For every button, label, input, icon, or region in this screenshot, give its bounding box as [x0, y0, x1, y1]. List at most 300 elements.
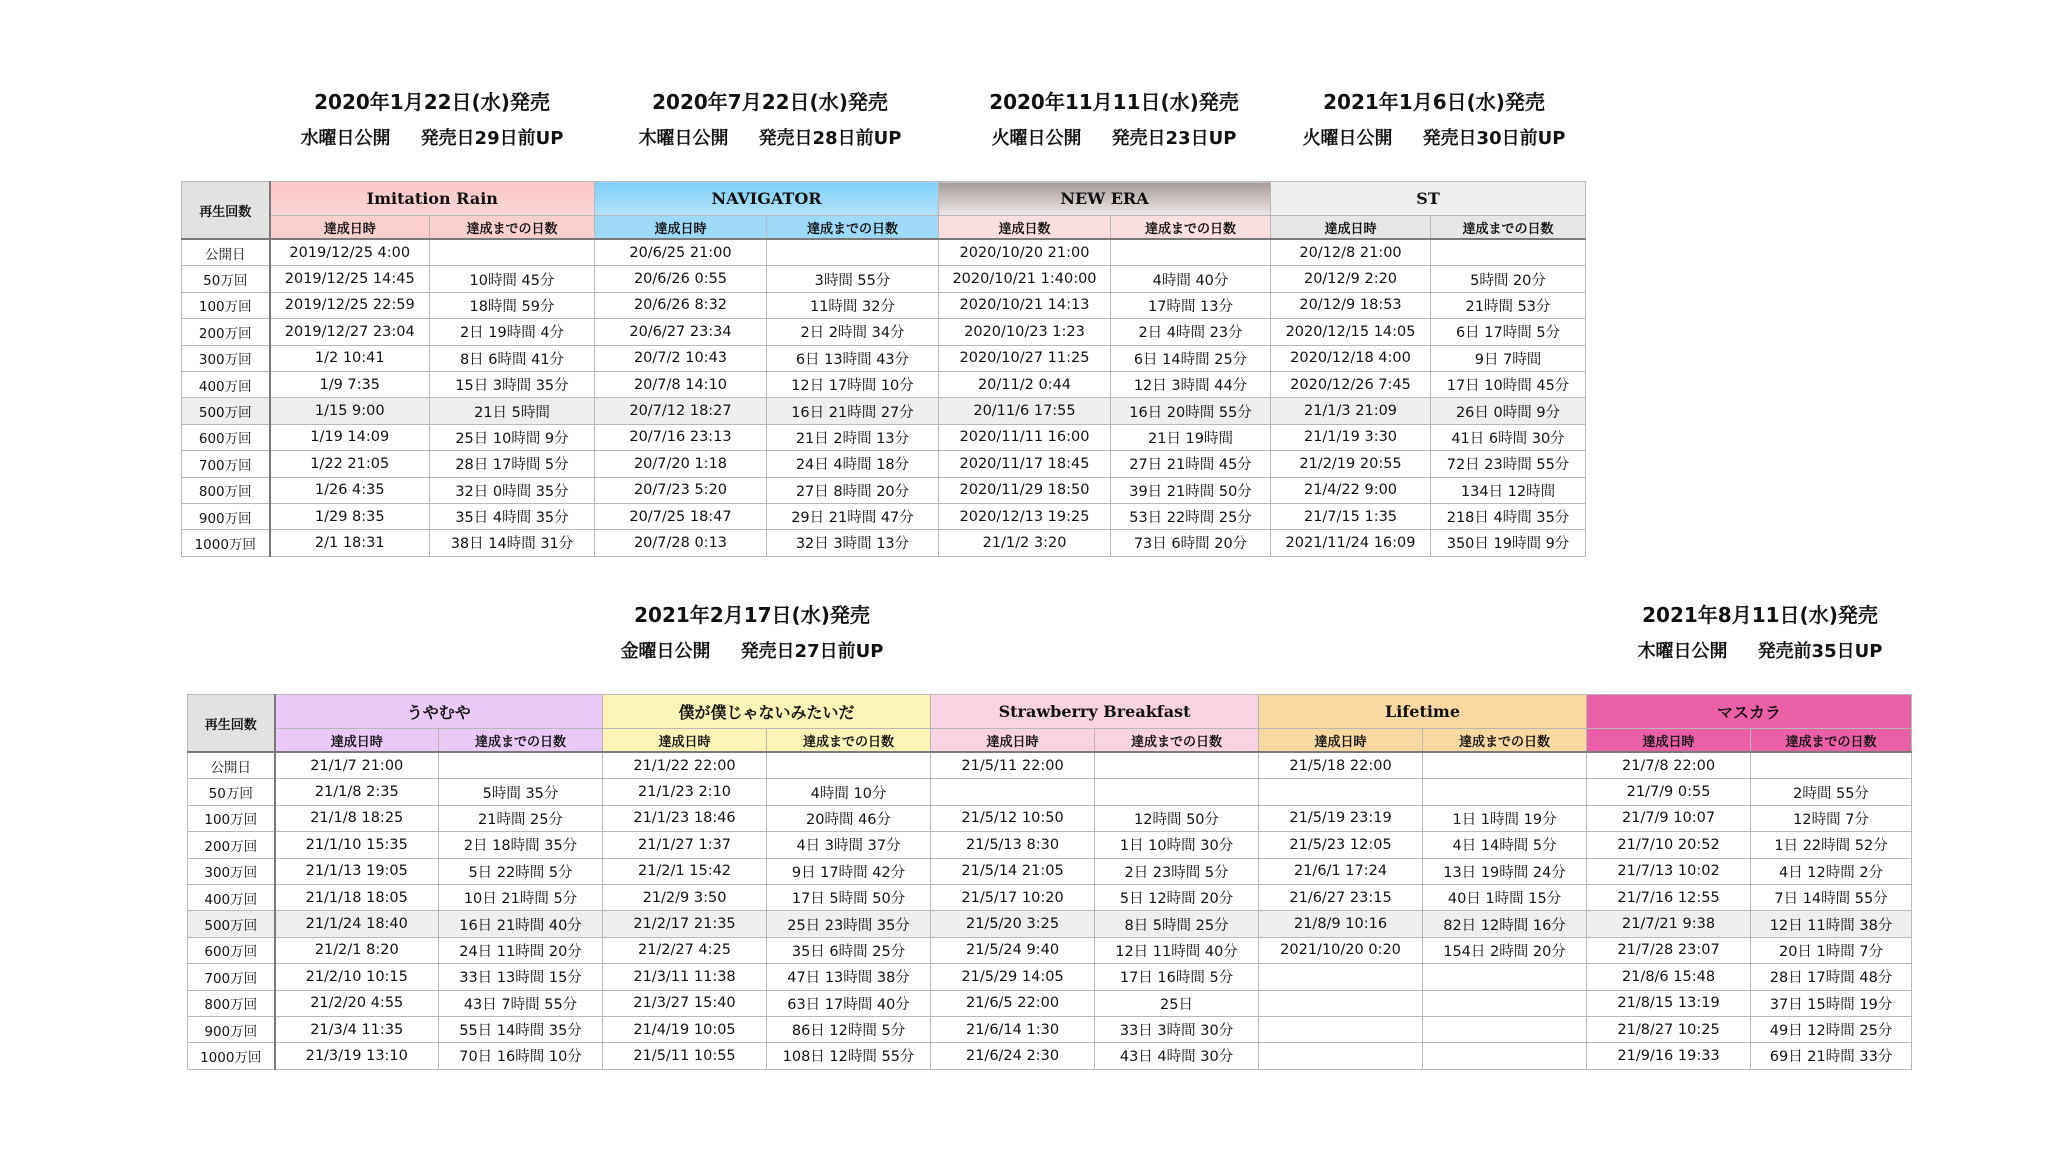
elapsed-time-cell: 21日 19時間: [1111, 424, 1271, 450]
table-row: [188, 805, 1912, 831]
row-label: 500万回: [182, 398, 270, 424]
elapsed-time-cell: 27日 21時間 45分: [1111, 451, 1271, 477]
elapsed-time-cell: [1423, 779, 1587, 805]
achieved-datetime-cell: 21/6/27 23:15: [1259, 884, 1423, 910]
song-title-mascara: マスカラ: [1587, 695, 1912, 729]
table-row: [188, 911, 1912, 937]
elapsed-time-cell: 16日 20時間 55分: [1111, 398, 1271, 424]
achieved-datetime-cell: 21/5/29 14:05: [931, 964, 1095, 990]
elapsed-time-cell: 2日 19時間 4分: [430, 319, 595, 345]
elapsed-time-cell: 2日 2時間 34分: [767, 319, 939, 345]
achieved-datetime-cell: 2019/12/25 22:59: [270, 292, 430, 318]
table-row: [188, 1016, 1912, 1042]
achieved-datetime-cell: 2020/10/21 14:13: [939, 292, 1111, 318]
achieved-datetime-cell: 21/2/1 8:20: [275, 937, 439, 963]
achieved-datetime-cell: 20/7/25 18:47: [595, 503, 767, 529]
achieved-datetime-cell: 21/3/19 13:10: [275, 1043, 439, 1069]
elapsed-time-cell: 134日 12時間: [1431, 477, 1586, 503]
achieved-datetime-cell: 20/7/8 14:10: [595, 371, 767, 397]
song-title-lifetime: Lifetime: [1259, 695, 1587, 729]
elapsed-time-cell: 5時間 20分: [1431, 266, 1586, 292]
achieved-datetime-cell: 21/1/13 19:05: [275, 858, 439, 884]
row-label: 50万回: [182, 266, 270, 292]
release-header-mascara: [1610, 605, 1910, 661]
table-row: [182, 292, 1586, 318]
elapsed-time-cell: 17時間 13分: [1111, 292, 1271, 318]
achieved-datetime-cell: 20/6/27 23:34: [595, 319, 767, 345]
achieved-datetime-cell: [1259, 1016, 1423, 1042]
achieved-datetime-cell: 21/9/16 19:33: [1587, 1043, 1751, 1069]
release-date: 2020年1月22日(水)発売: [314, 90, 550, 114]
elapsed-time-cell: 27日 8時間 20分: [767, 477, 939, 503]
song-title-strawberry-breakfast: Strawberry Breakfast: [931, 695, 1259, 729]
column-header: 達成日時: [270, 216, 430, 240]
release-day: 火曜日公開: [991, 128, 1082, 149]
elapsed-time-cell: 15日 3時間 35分: [430, 371, 595, 397]
song-title-uyamuya: うやむや: [275, 695, 603, 729]
column-header: 達成日時: [595, 216, 767, 240]
elapsed-time-cell: 4日 14時間 5分: [1423, 832, 1587, 858]
elapsed-time-cell: [767, 239, 939, 266]
table-row: [182, 530, 1586, 556]
elapsed-time-cell: 40日 1時間 15分: [1423, 884, 1587, 910]
elapsed-time-cell: [1431, 239, 1586, 266]
achieved-datetime-cell: 2019/12/25 14:45: [270, 266, 430, 292]
achieved-datetime-cell: 21/3/11 11:38: [603, 964, 767, 990]
achieved-datetime-cell: 2020/10/23 1:23: [939, 319, 1111, 345]
row-label: 300万回: [182, 345, 270, 371]
row-label: 1000万回: [182, 530, 270, 556]
table-row: [188, 832, 1912, 858]
achieved-datetime-cell: 21/1/24 18:40: [275, 911, 439, 937]
row-label: 100万回: [188, 805, 275, 831]
achieved-datetime-cell: 1/26 4:35: [270, 477, 430, 503]
achieved-datetime-cell: 2020/10/20 21:00: [939, 239, 1111, 266]
achieved-datetime-cell: 2021/10/20 0:20: [1259, 937, 1423, 963]
achieved-datetime-cell: 21/5/20 3:25: [931, 911, 1095, 937]
elapsed-time-cell: 55日 14時間 35分: [439, 1016, 603, 1042]
elapsed-time-cell: 4時間 10分: [767, 779, 931, 805]
achieved-datetime-cell: 20/12/9 2:20: [1271, 266, 1431, 292]
column-header: 達成日時: [275, 729, 439, 753]
elapsed-time-cell: 10時間 45分: [430, 266, 595, 292]
achieved-datetime-cell: 21/6/24 2:30: [931, 1043, 1095, 1069]
elapsed-time-cell: 21日 2時間 13分: [767, 424, 939, 450]
achieved-datetime-cell: [1259, 990, 1423, 1016]
achieved-datetime-cell: 20/6/26 0:55: [595, 266, 767, 292]
release-lead: 発売日29日前UP: [420, 128, 564, 149]
achieved-datetime-cell: 21/2/19 20:55: [1271, 451, 1431, 477]
achieved-datetime-cell: 20/7/2 10:43: [595, 345, 767, 371]
achieved-datetime-cell: 20/7/20 1:18: [595, 451, 767, 477]
achieved-datetime-cell: 21/6/14 1:30: [931, 1016, 1095, 1042]
row-label: 100万回: [182, 292, 270, 318]
achieved-datetime-cell: 21/5/14 21:05: [931, 858, 1095, 884]
achieved-datetime-cell: 2020/10/27 11:25: [939, 345, 1111, 371]
row-label: 300万回: [188, 858, 275, 884]
release-day: 水曜日公開: [300, 128, 391, 149]
elapsed-time-cell: 73日 6時間 20分: [1111, 530, 1271, 556]
table-row: [182, 319, 1586, 345]
column-header: 達成までの日数: [1095, 729, 1259, 753]
elapsed-time-cell: [767, 752, 931, 779]
table-row: [188, 858, 1912, 884]
song-title-new-era: NEW ERA: [939, 182, 1271, 216]
achieved-datetime-cell: 21/7/8 22:00: [1587, 752, 1751, 779]
release-header-uyamuya-group: [602, 605, 902, 661]
column-header: 達成日時: [1271, 216, 1431, 240]
achieved-datetime-cell: 1/9 7:35: [270, 371, 430, 397]
column-header: 達成までの日数: [767, 729, 931, 753]
row-label: 500万回: [188, 911, 275, 937]
achieved-datetime-cell: 2020/10/21 1:40:00: [939, 266, 1111, 292]
row-label: 600万回: [182, 424, 270, 450]
achieved-datetime-cell: 2019/12/27 23:04: [270, 319, 430, 345]
elapsed-time-cell: 35日 6時間 25分: [767, 937, 931, 963]
achieved-datetime-cell: 21/1/8 2:35: [275, 779, 439, 805]
song-title-imitation-rain: Imitation Rain: [270, 182, 595, 216]
achieved-datetime-cell: 2020/12/18 4:00: [1271, 345, 1431, 371]
row-label: 公開日: [188, 752, 275, 779]
elapsed-time-cell: 4時間 40分: [1111, 266, 1271, 292]
achieved-datetime-cell: 21/7/28 23:07: [1587, 937, 1751, 963]
top-milestone-table: [181, 181, 1586, 557]
achieved-datetime-cell: 21/4/19 10:05: [603, 1016, 767, 1042]
achieved-datetime-cell: 21/7/21 9:38: [1587, 911, 1751, 937]
achieved-datetime-cell: 21/1/10 15:35: [275, 832, 439, 858]
release-header-st: [1284, 92, 1584, 148]
elapsed-time-cell: 350日 19時間 9分: [1431, 530, 1586, 556]
elapsed-time-cell: [430, 239, 595, 266]
elapsed-time-cell: 28日 17時間 48分: [1751, 964, 1912, 990]
table-row: [188, 779, 1912, 805]
elapsed-time-cell: 2日 18時間 35分: [439, 832, 603, 858]
elapsed-time-cell: 20時間 46分: [767, 805, 931, 831]
elapsed-time-cell: 49日 12時間 25分: [1751, 1016, 1912, 1042]
table-row: [188, 1043, 1912, 1069]
achieved-datetime-cell: 21/5/13 8:30: [931, 832, 1095, 858]
achieved-datetime-cell: 1/22 21:05: [270, 451, 430, 477]
column-header: 達成までの日数: [430, 216, 595, 240]
elapsed-time-cell: 28日 17時間 5分: [430, 451, 595, 477]
achieved-datetime-cell: 21/1/18 18:05: [275, 884, 439, 910]
achieved-datetime-cell: 21/1/8 18:25: [275, 805, 439, 831]
release-date: 2021年8月11日(水)発売: [1642, 603, 1878, 627]
achieved-datetime-cell: 2020/11/17 18:45: [939, 451, 1111, 477]
elapsed-time-cell: [1423, 752, 1587, 779]
elapsed-time-cell: 43日 7時間 55分: [439, 990, 603, 1016]
achieved-datetime-cell: [1259, 1043, 1423, 1069]
elapsed-time-cell: [1423, 964, 1587, 990]
release-header-imitation-rain: [282, 92, 582, 148]
achieved-datetime-cell: 20/7/16 23:13: [595, 424, 767, 450]
bottom-milestone-table: [187, 694, 1912, 1070]
elapsed-time-cell: 35日 4時間 35分: [430, 503, 595, 529]
row-label: 600万回: [188, 937, 275, 963]
column-header: 達成までの日数: [439, 729, 603, 753]
elapsed-time-cell: 12日 17時間 10分: [767, 371, 939, 397]
achieved-datetime-cell: 2020/12/15 14:05: [1271, 319, 1431, 345]
elapsed-time-cell: 2日 4時間 23分: [1111, 319, 1271, 345]
release-header-navigator: [620, 92, 920, 148]
achieved-datetime-cell: 21/1/2 3:20: [939, 530, 1111, 556]
elapsed-time-cell: 12日 11時間 38分: [1751, 911, 1912, 937]
row-label: 200万回: [188, 832, 275, 858]
achieved-datetime-cell: 20/12/9 18:53: [1271, 292, 1431, 318]
table-row: [188, 937, 1912, 963]
column-header: 達成までの日数: [1751, 729, 1912, 753]
achieved-datetime-cell: 21/8/15 13:19: [1587, 990, 1751, 1016]
release-date: 2020年7月22日(水)発売: [652, 90, 888, 114]
elapsed-time-cell: 2時間 55分: [1751, 779, 1912, 805]
elapsed-time-cell: 9日 7時間: [1431, 345, 1586, 371]
elapsed-time-cell: 70日 16時間 10分: [439, 1043, 603, 1069]
play-count-header: 再生回数: [182, 182, 270, 240]
row-label: 900万回: [188, 1016, 275, 1042]
achieved-datetime-cell: 21/5/11 10:55: [603, 1043, 767, 1069]
release-day: 木曜日公開: [638, 128, 729, 149]
elapsed-time-cell: 7日 14時間 55分: [1751, 884, 1912, 910]
table-row: [188, 884, 1912, 910]
achieved-datetime-cell: 1/19 14:09: [270, 424, 430, 450]
elapsed-time-cell: 43日 4時間 30分: [1095, 1043, 1259, 1069]
elapsed-time-cell: [1423, 990, 1587, 1016]
achieved-datetime-cell: 21/1/3 21:09: [1271, 398, 1431, 424]
achieved-datetime-cell: 2021/11/24 16:09: [1271, 530, 1431, 556]
achieved-datetime-cell: 21/4/22 9:00: [1271, 477, 1431, 503]
table-row: [182, 503, 1586, 529]
table-row: [182, 266, 1586, 292]
elapsed-time-cell: [1423, 1043, 1587, 1069]
elapsed-time-cell: 47日 13時間 38分: [767, 964, 931, 990]
elapsed-time-cell: [1751, 752, 1912, 779]
achieved-datetime-cell: 20/11/2 0:44: [939, 371, 1111, 397]
achieved-datetime-cell: 21/6/1 17:24: [1259, 858, 1423, 884]
achieved-datetime-cell: 20/6/25 21:00: [595, 239, 767, 266]
elapsed-time-cell: 6日 17時間 5分: [1431, 319, 1586, 345]
elapsed-time-cell: 17日 5時間 50分: [767, 884, 931, 910]
column-header: 達成日時: [1587, 729, 1751, 753]
song-title-boku-ga-boku: 僕が僕じゃないみたいだ: [603, 695, 931, 729]
song-title-st: ST: [1271, 182, 1586, 216]
achieved-datetime-cell: 21/5/24 9:40: [931, 937, 1095, 963]
achieved-datetime-cell: 21/7/13 10:02: [1587, 858, 1751, 884]
achieved-datetime-cell: 21/5/19 23:19: [1259, 805, 1423, 831]
release-day: 火曜日公開: [1302, 128, 1393, 149]
row-label: 50万回: [188, 779, 275, 805]
achieved-datetime-cell: 21/1/27 1:37: [603, 832, 767, 858]
column-header: 達成日数: [939, 216, 1111, 240]
elapsed-time-cell: 11時間 32分: [767, 292, 939, 318]
elapsed-time-cell: 12時間 50分: [1095, 805, 1259, 831]
elapsed-time-cell: 108日 12時間 55分: [767, 1043, 931, 1069]
achieved-datetime-cell: 1/29 8:35: [270, 503, 430, 529]
elapsed-time-cell: 8日 5時間 25分: [1095, 911, 1259, 937]
achieved-datetime-cell: 21/1/23 2:10: [603, 779, 767, 805]
row-label: 800万回: [182, 477, 270, 503]
achieved-datetime-cell: 21/5/11 22:00: [931, 752, 1095, 779]
elapsed-time-cell: 17日 16時間 5分: [1095, 964, 1259, 990]
release-date: 2021年1月6日(水)発売: [1323, 90, 1545, 114]
elapsed-time-cell: 24日 4時間 18分: [767, 451, 939, 477]
release-lead: 発売日30日前UP: [1422, 128, 1566, 149]
achieved-datetime-cell: [1259, 779, 1423, 805]
elapsed-time-cell: 5日 12時間 20分: [1095, 884, 1259, 910]
achieved-datetime-cell: 20/7/12 18:27: [595, 398, 767, 424]
elapsed-time-cell: 32日 0時間 35分: [430, 477, 595, 503]
elapsed-time-cell: 12時間 7分: [1751, 805, 1912, 831]
release-date: 2020年11月11日(水)発売: [989, 90, 1239, 114]
elapsed-time-cell: 1日 10時間 30分: [1095, 832, 1259, 858]
column-header: 達成までの日数: [767, 216, 939, 240]
elapsed-time-cell: 33日 13時間 15分: [439, 964, 603, 990]
elapsed-time-cell: 86日 12時間 5分: [767, 1016, 931, 1042]
elapsed-time-cell: 2日 23時間 5分: [1095, 858, 1259, 884]
row-label: 400万回: [188, 884, 275, 910]
elapsed-time-cell: 4日 12時間 2分: [1751, 858, 1912, 884]
achieved-datetime-cell: 21/8/6 15:48: [1587, 964, 1751, 990]
achieved-datetime-cell: 2019/12/25 4:00: [270, 239, 430, 266]
elapsed-time-cell: 25日 10時間 9分: [430, 424, 595, 450]
elapsed-time-cell: 17日 10時間 45分: [1431, 371, 1586, 397]
achieved-datetime-cell: 21/7/15 1:35: [1271, 503, 1431, 529]
release-day: 金曜日公開: [620, 641, 711, 662]
elapsed-time-cell: 10日 21時間 5分: [439, 884, 603, 910]
elapsed-time-cell: [1111, 239, 1271, 266]
release-day: 木曜日公開: [1637, 641, 1728, 662]
elapsed-time-cell: 16日 21時間 40分: [439, 911, 603, 937]
elapsed-time-cell: 6日 14時間 25分: [1111, 345, 1271, 371]
elapsed-time-cell: 3時間 55分: [767, 266, 939, 292]
achieved-datetime-cell: 21/2/9 3:50: [603, 884, 767, 910]
achieved-datetime-cell: 21/7/10 20:52: [1587, 832, 1751, 858]
elapsed-time-cell: 82日 12時間 16分: [1423, 911, 1587, 937]
achieved-datetime-cell: 21/5/23 12:05: [1259, 832, 1423, 858]
table-row: [182, 398, 1586, 424]
row-label: 700万回: [188, 964, 275, 990]
row-label: 900万回: [182, 503, 270, 529]
achieved-datetime-cell: 21/5/18 22:00: [1259, 752, 1423, 779]
elapsed-time-cell: 12日 3時間 44分: [1111, 371, 1271, 397]
achieved-datetime-cell: 21/2/17 21:35: [603, 911, 767, 937]
elapsed-time-cell: 25日: [1095, 990, 1259, 1016]
achieved-datetime-cell: 20/7/28 0:13: [595, 530, 767, 556]
elapsed-time-cell: 37日 15時間 19分: [1751, 990, 1912, 1016]
elapsed-time-cell: 1日 22時間 52分: [1751, 832, 1912, 858]
row-label: 700万回: [182, 451, 270, 477]
row-label: 200万回: [182, 319, 270, 345]
column-header: 達成日時: [931, 729, 1095, 753]
achieved-datetime-cell: 21/2/1 15:42: [603, 858, 767, 884]
achieved-datetime-cell: 21/1/23 18:46: [603, 805, 767, 831]
achieved-datetime-cell: 21/1/19 3:30: [1271, 424, 1431, 450]
elapsed-time-cell: 53日 22時間 25分: [1111, 503, 1271, 529]
row-label: 800万回: [188, 990, 275, 1016]
elapsed-time-cell: [439, 752, 603, 779]
achieved-datetime-cell: 21/2/27 4:25: [603, 937, 767, 963]
elapsed-time-cell: 6日 13時間 43分: [767, 345, 939, 371]
elapsed-time-cell: 25日 23時間 35分: [767, 911, 931, 937]
elapsed-time-cell: 18時間 59分: [430, 292, 595, 318]
column-header: 達成までの日数: [1431, 216, 1586, 240]
release-lead: 発売日23日UP: [1111, 128, 1237, 149]
table-row: [188, 752, 1912, 779]
row-label: 1000万回: [188, 1043, 275, 1069]
elapsed-time-cell: 63日 17時間 40分: [767, 990, 931, 1016]
elapsed-time-cell: [1423, 1016, 1587, 1042]
achieved-datetime-cell: 2020/11/29 18:50: [939, 477, 1111, 503]
row-label: 400万回: [182, 371, 270, 397]
column-header: 達成までの日数: [1111, 216, 1271, 240]
elapsed-time-cell: 16日 21時間 27分: [767, 398, 939, 424]
elapsed-time-cell: 5時間 35分: [439, 779, 603, 805]
column-header: 達成日時: [603, 729, 767, 753]
column-header: 達成日時: [1259, 729, 1423, 753]
release-lead: 発売日27日前UP: [740, 641, 884, 662]
achieved-datetime-cell: 20/7/23 5:20: [595, 477, 767, 503]
elapsed-time-cell: 20日 1時間 7分: [1751, 937, 1912, 963]
achieved-datetime-cell: 21/1/22 22:00: [603, 752, 767, 779]
elapsed-time-cell: 41日 6時間 30分: [1431, 424, 1586, 450]
elapsed-time-cell: 8日 6時間 41分: [430, 345, 595, 371]
bottom-table-body: [188, 752, 1912, 1069]
achieved-datetime-cell: 21/7/9 0:55: [1587, 779, 1751, 805]
achieved-datetime-cell: 21/3/27 15:40: [603, 990, 767, 1016]
achieved-datetime-cell: [931, 779, 1095, 805]
achieved-datetime-cell: 20/12/8 21:00: [1271, 239, 1431, 266]
elapsed-time-cell: 218日 4時間 35分: [1431, 503, 1586, 529]
elapsed-time-cell: 12日 11時間 40分: [1095, 937, 1259, 963]
table-row: [188, 964, 1912, 990]
achieved-datetime-cell: 21/1/7 21:00: [275, 752, 439, 779]
elapsed-time-cell: 38日 14時間 31分: [430, 530, 595, 556]
achieved-datetime-cell: [1259, 964, 1423, 990]
elapsed-time-cell: 72日 23時間 55分: [1431, 451, 1586, 477]
achieved-datetime-cell: 1/15 9:00: [270, 398, 430, 424]
achieved-datetime-cell: 21/5/17 10:20: [931, 884, 1095, 910]
table-row: [182, 424, 1586, 450]
elapsed-time-cell: 21時間 25分: [439, 805, 603, 831]
achieved-datetime-cell: 20/6/26 8:32: [595, 292, 767, 318]
elapsed-time-cell: 24日 11時間 20分: [439, 937, 603, 963]
column-header: 達成までの日数: [1423, 729, 1587, 753]
achieved-datetime-cell: 21/2/10 10:15: [275, 964, 439, 990]
achieved-datetime-cell: 21/8/27 10:25: [1587, 1016, 1751, 1042]
elapsed-time-cell: 1日 1時間 19分: [1423, 805, 1587, 831]
elapsed-time-cell: 29日 21時間 47分: [767, 503, 939, 529]
achieved-datetime-cell: 21/7/16 12:55: [1587, 884, 1751, 910]
achieved-datetime-cell: 21/5/12 10:50: [931, 805, 1095, 831]
elapsed-time-cell: 4日 3時間 37分: [767, 832, 931, 858]
elapsed-time-cell: 39日 21時間 50分: [1111, 477, 1271, 503]
elapsed-time-cell: 32日 3時間 13分: [767, 530, 939, 556]
table-row: [182, 477, 1586, 503]
top-table-body: [182, 239, 1586, 556]
achieved-datetime-cell: 21/7/9 10:07: [1587, 805, 1751, 831]
table-row: [182, 451, 1586, 477]
elapsed-time-cell: 21日 5時間: [430, 398, 595, 424]
table-row: [188, 990, 1912, 1016]
elapsed-time-cell: 21時間 53分: [1431, 292, 1586, 318]
elapsed-time-cell: [1095, 752, 1259, 779]
achieved-datetime-cell: 21/3/4 11:35: [275, 1016, 439, 1042]
elapsed-time-cell: 33日 3時間 30分: [1095, 1016, 1259, 1042]
row-label: 公開日: [182, 239, 270, 266]
achieved-datetime-cell: 2020/12/13 19:25: [939, 503, 1111, 529]
table-row: [182, 239, 1586, 266]
achieved-datetime-cell: 2020/11/11 16:00: [939, 424, 1111, 450]
release-date: 2021年2月17日(水)発売: [634, 603, 870, 627]
